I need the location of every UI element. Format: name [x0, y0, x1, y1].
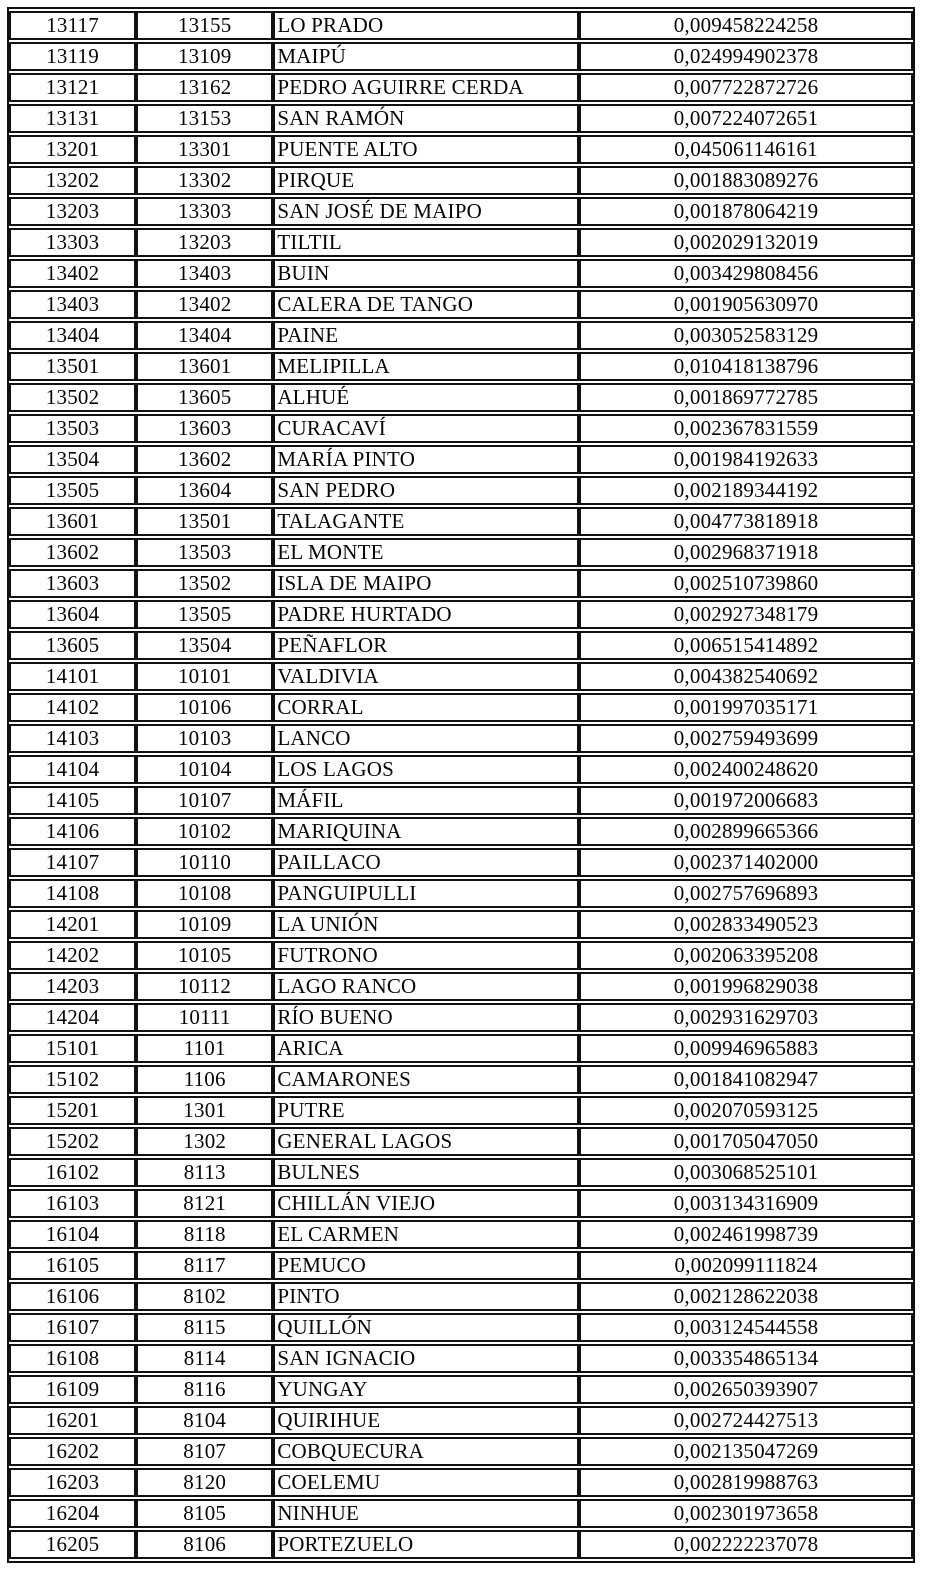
cell-code-secondary: 13501 — [136, 507, 273, 536]
cell-code-primary: 13502 — [9, 383, 136, 412]
cell-commune-name: ARICA — [273, 1034, 579, 1063]
cell-coefficient: 0,002833490523 — [579, 910, 913, 939]
cell-coefficient: 0,002461998739 — [579, 1220, 913, 1249]
commune-coefficient-table — [7, 7, 915, 1563]
cell-coefficient: 0,002367831559 — [579, 414, 913, 443]
cell-code-secondary: 13601 — [136, 352, 273, 381]
cell-coefficient: 0,002759493699 — [579, 724, 913, 753]
cell-code-secondary: 13603 — [136, 414, 273, 443]
cell-code-secondary: 13503 — [136, 538, 273, 567]
cell-coefficient: 0,001984192633 — [579, 445, 913, 474]
cell-commune-name: MARÍA PINTO — [273, 445, 579, 474]
cell-code-secondary: 1101 — [136, 1034, 273, 1063]
cell-code-secondary: 10112 — [136, 972, 273, 1001]
cell-coefficient: 0,003429808456 — [579, 259, 913, 288]
cell-code-primary: 14108 — [9, 879, 136, 908]
cell-code-secondary: 8120 — [136, 1468, 273, 1497]
cell-code-primary: 13501 — [9, 352, 136, 381]
table-row — [9, 166, 913, 195]
cell-code-secondary: 13402 — [136, 290, 273, 319]
cell-commune-name: QUIRIHUE — [273, 1406, 579, 1435]
cell-code-secondary: 8113 — [136, 1158, 273, 1187]
cell-coefficient: 0,002189344192 — [579, 476, 913, 505]
cell-coefficient: 0,002128622038 — [579, 1282, 913, 1311]
cell-code-primary: 13203 — [9, 197, 136, 226]
cell-code-primary: 16103 — [9, 1189, 136, 1218]
cell-commune-name: MAIPÚ — [273, 42, 579, 71]
cell-commune-name: CORRAL — [273, 693, 579, 722]
cell-code-secondary: 1106 — [136, 1065, 273, 1094]
cell-coefficient: 0,002757696893 — [579, 879, 913, 908]
cell-commune-name: PAILLACO — [273, 848, 579, 877]
table-row — [9, 1437, 913, 1466]
cell-commune-name: PINTO — [273, 1282, 579, 1311]
cell-commune-name: LAGO RANCO — [273, 972, 579, 1001]
cell-code-primary: 13601 — [9, 507, 136, 536]
cell-code-primary: 13605 — [9, 631, 136, 660]
cell-code-primary: 16204 — [9, 1499, 136, 1528]
table-row — [9, 569, 913, 598]
table-row — [9, 352, 913, 381]
table-row — [9, 1189, 913, 1218]
cell-coefficient: 0,006515414892 — [579, 631, 913, 660]
table-body — [9, 11, 913, 1559]
table-row — [9, 42, 913, 71]
cell-code-secondary: 8105 — [136, 1499, 273, 1528]
cell-commune-name: LA UNIÓN — [273, 910, 579, 939]
table-row — [9, 972, 913, 1001]
cell-code-secondary: 10104 — [136, 755, 273, 784]
cell-code-primary: 16201 — [9, 1406, 136, 1435]
cell-code-primary: 14101 — [9, 662, 136, 691]
cell-coefficient: 0,024994902378 — [579, 42, 913, 71]
cell-coefficient: 0,003354865134 — [579, 1344, 913, 1373]
table-row — [9, 693, 913, 722]
cell-commune-name: NINHUE — [273, 1499, 579, 1528]
cell-code-secondary: 1301 — [136, 1096, 273, 1125]
cell-code-primary: 13504 — [9, 445, 136, 474]
cell-code-secondary: 8114 — [136, 1344, 273, 1373]
cell-code-secondary: 8115 — [136, 1313, 273, 1342]
cell-code-primary: 15101 — [9, 1034, 136, 1063]
cell-code-primary: 13202 — [9, 166, 136, 195]
cell-code-primary: 14204 — [9, 1003, 136, 1032]
table-row — [9, 817, 913, 846]
cell-coefficient: 0,001972006683 — [579, 786, 913, 815]
cell-code-primary: 14202 — [9, 941, 136, 970]
cell-commune-name: SAN PEDRO — [273, 476, 579, 505]
cell-commune-name: FUTRONO — [273, 941, 579, 970]
cell-coefficient: 0,002510739860 — [579, 569, 913, 598]
table-row — [9, 259, 913, 288]
cell-code-primary: 13303 — [9, 228, 136, 257]
cell-code-secondary: 13302 — [136, 166, 273, 195]
table-row — [9, 1375, 913, 1404]
cell-code-primary: 14102 — [9, 693, 136, 722]
table-row — [9, 910, 913, 939]
cell-code-secondary: 8121 — [136, 1189, 273, 1218]
cell-code-primary: 14201 — [9, 910, 136, 939]
cell-coefficient: 0,045061146161 — [579, 135, 913, 164]
cell-coefficient: 0,002927348179 — [579, 600, 913, 629]
cell-code-secondary: 8117 — [136, 1251, 273, 1280]
cell-commune-name: RÍO BUENO — [273, 1003, 579, 1032]
cell-code-secondary: 13109 — [136, 42, 273, 71]
cell-commune-name: CHILLÁN VIEJO — [273, 1189, 579, 1218]
cell-commune-name: PADRE HURTADO — [273, 600, 579, 629]
cell-coefficient: 0,001905630970 — [579, 290, 913, 319]
table-row — [9, 73, 913, 102]
cell-commune-name: ALHUÉ — [273, 383, 579, 412]
table-row — [9, 1313, 913, 1342]
cell-code-secondary: 13404 — [136, 321, 273, 350]
table-row — [9, 11, 913, 40]
cell-coefficient: 0,002222237078 — [579, 1530, 913, 1559]
cell-code-secondary: 8106 — [136, 1530, 273, 1559]
cell-commune-name: EL CARMEN — [273, 1220, 579, 1249]
cell-code-secondary: 13162 — [136, 73, 273, 102]
cell-commune-name: COBQUECURA — [273, 1437, 579, 1466]
cell-code-primary: 13505 — [9, 476, 136, 505]
cell-commune-name: CURACAVÍ — [273, 414, 579, 443]
cell-code-primary: 13119 — [9, 42, 136, 71]
cell-coefficient: 0,002968371918 — [579, 538, 913, 567]
cell-coefficient: 0,001869772785 — [579, 383, 913, 412]
cell-code-secondary: 13301 — [136, 135, 273, 164]
table-row — [9, 1282, 913, 1311]
cell-commune-name: QUILLÓN — [273, 1313, 579, 1342]
table-row — [9, 879, 913, 908]
table-row — [9, 104, 913, 133]
table-row — [9, 1530, 913, 1559]
cell-code-primary: 16108 — [9, 1344, 136, 1373]
cell-commune-name: VALDIVIA — [273, 662, 579, 691]
cell-code-primary: 13121 — [9, 73, 136, 102]
cell-code-secondary: 8104 — [136, 1406, 273, 1435]
cell-code-secondary: 13203 — [136, 228, 273, 257]
cell-code-primary: 13604 — [9, 600, 136, 629]
table-row — [9, 135, 913, 164]
table-row — [9, 848, 913, 877]
cell-commune-name: BULNES — [273, 1158, 579, 1187]
cell-code-primary: 13603 — [9, 569, 136, 598]
cell-coefficient: 0,002931629703 — [579, 1003, 913, 1032]
table-row — [9, 1499, 913, 1528]
cell-coefficient: 0,010418138796 — [579, 352, 913, 381]
table-row — [9, 724, 913, 753]
table-row — [9, 1220, 913, 1249]
cell-code-primary: 13117 — [9, 11, 136, 40]
cell-code-primary: 15201 — [9, 1096, 136, 1125]
cell-coefficient: 0,007224072651 — [579, 104, 913, 133]
table-row — [9, 414, 913, 443]
table-row — [9, 383, 913, 412]
cell-commune-name: PIRQUE — [273, 166, 579, 195]
cell-coefficient: 0,002899665366 — [579, 817, 913, 846]
cell-code-secondary: 13153 — [136, 104, 273, 133]
cell-coefficient: 0,001705047050 — [579, 1127, 913, 1156]
cell-code-secondary: 13502 — [136, 569, 273, 598]
cell-code-primary: 14103 — [9, 724, 136, 753]
cell-code-primary: 13602 — [9, 538, 136, 567]
cell-commune-name: PORTEZUELO — [273, 1530, 579, 1559]
cell-coefficient: 0,002135047269 — [579, 1437, 913, 1466]
cell-commune-name: ISLA DE MAIPO — [273, 569, 579, 598]
table-row — [9, 1344, 913, 1373]
cell-coefficient: 0,003134316909 — [579, 1189, 913, 1218]
cell-code-secondary: 10105 — [136, 941, 273, 970]
cell-coefficient: 0,002819988763 — [579, 1468, 913, 1497]
cell-code-primary: 16205 — [9, 1530, 136, 1559]
table-row — [9, 1065, 913, 1094]
cell-code-primary: 14104 — [9, 755, 136, 784]
cell-code-secondary: 10107 — [136, 786, 273, 815]
cell-code-primary: 14106 — [9, 817, 136, 846]
cell-commune-name: LO PRADO — [273, 11, 579, 40]
table-row — [9, 1158, 913, 1187]
cell-code-primary: 14105 — [9, 786, 136, 815]
cell-coefficient: 0,003124544558 — [579, 1313, 913, 1342]
cell-code-primary: 13404 — [9, 321, 136, 350]
table-row — [9, 476, 913, 505]
cell-commune-name: TILTIL — [273, 228, 579, 257]
cell-commune-name: TALAGANTE — [273, 507, 579, 536]
cell-commune-name: PUENTE ALTO — [273, 135, 579, 164]
cell-coefficient: 0,002650393907 — [579, 1375, 913, 1404]
cell-code-primary: 16109 — [9, 1375, 136, 1404]
cell-commune-name: MELIPILLA — [273, 352, 579, 381]
cell-commune-name: MÁFIL — [273, 786, 579, 815]
cell-commune-name: CALERA DE TANGO — [273, 290, 579, 319]
cell-commune-name: SAN IGNACIO — [273, 1344, 579, 1373]
table-row — [9, 290, 913, 319]
cell-coefficient: 0,001841082947 — [579, 1065, 913, 1094]
table-row — [9, 197, 913, 226]
cell-commune-name: EL MONTE — [273, 538, 579, 567]
table-row — [9, 445, 913, 474]
cell-code-secondary: 8116 — [136, 1375, 273, 1404]
cell-coefficient: 0,004773818918 — [579, 507, 913, 536]
cell-commune-name: CAMARONES — [273, 1065, 579, 1094]
cell-code-primary: 16102 — [9, 1158, 136, 1187]
cell-code-primary: 13403 — [9, 290, 136, 319]
cell-code-secondary: 13504 — [136, 631, 273, 660]
table-row — [9, 631, 913, 660]
cell-code-primary: 13131 — [9, 104, 136, 133]
table-row — [9, 507, 913, 536]
cell-code-secondary: 13303 — [136, 197, 273, 226]
table-row — [9, 600, 913, 629]
cell-commune-name: BUIN — [273, 259, 579, 288]
cell-commune-name: SAN RAMÓN — [273, 104, 579, 133]
cell-code-primary: 16104 — [9, 1220, 136, 1249]
cell-code-primary: 13402 — [9, 259, 136, 288]
table-row — [9, 1096, 913, 1125]
table-row — [9, 941, 913, 970]
cell-code-primary: 16202 — [9, 1437, 136, 1466]
cell-code-primary: 16106 — [9, 1282, 136, 1311]
cell-commune-name: LANCO — [273, 724, 579, 753]
table-row — [9, 321, 913, 350]
cell-commune-name: COELEMU — [273, 1468, 579, 1497]
cell-code-primary: 15202 — [9, 1127, 136, 1156]
cell-code-secondary: 10110 — [136, 848, 273, 877]
cell-code-primary: 16105 — [9, 1251, 136, 1280]
cell-code-secondary: 1302 — [136, 1127, 273, 1156]
cell-code-secondary: 13505 — [136, 600, 273, 629]
table-row — [9, 1406, 913, 1435]
table-row — [9, 662, 913, 691]
cell-commune-name: YUNGAY — [273, 1375, 579, 1404]
cell-commune-name: PEDRO AGUIRRE CERDA — [273, 73, 579, 102]
cell-commune-name: PAINE — [273, 321, 579, 350]
cell-commune-name: PUTRE — [273, 1096, 579, 1125]
cell-code-secondary: 13602 — [136, 445, 273, 474]
cell-code-primary: 13503 — [9, 414, 136, 443]
table-row — [9, 1127, 913, 1156]
cell-code-secondary: 8118 — [136, 1220, 273, 1249]
table-row — [9, 538, 913, 567]
cell-commune-name: SAN JOSÉ DE MAIPO — [273, 197, 579, 226]
cell-coefficient: 0,002029132019 — [579, 228, 913, 257]
cell-coefficient: 0,002301973658 — [579, 1499, 913, 1528]
cell-coefficient: 0,001878064219 — [579, 197, 913, 226]
cell-code-secondary: 10101 — [136, 662, 273, 691]
cell-code-secondary: 10106 — [136, 693, 273, 722]
cell-code-secondary: 10109 — [136, 910, 273, 939]
cell-coefficient: 0,002099111824 — [579, 1251, 913, 1280]
cell-coefficient: 0,003068525101 — [579, 1158, 913, 1187]
cell-code-primary: 16107 — [9, 1313, 136, 1342]
cell-code-secondary: 10103 — [136, 724, 273, 753]
cell-code-primary: 14203 — [9, 972, 136, 1001]
cell-coefficient: 0,004382540692 — [579, 662, 913, 691]
cell-coefficient: 0,002400248620 — [579, 755, 913, 784]
cell-coefficient: 0,009946965883 — [579, 1034, 913, 1063]
cell-coefficient: 0,003052583129 — [579, 321, 913, 350]
cell-code-secondary: 10111 — [136, 1003, 273, 1032]
table-row — [9, 755, 913, 784]
cell-coefficient: 0,007722872726 — [579, 73, 913, 102]
table-row — [9, 1034, 913, 1063]
cell-commune-name: LOS LAGOS — [273, 755, 579, 784]
cell-coefficient: 0,001996829038 — [579, 972, 913, 1001]
cell-coefficient: 0,002063395208 — [579, 941, 913, 970]
table-row — [9, 228, 913, 257]
cell-code-secondary: 13604 — [136, 476, 273, 505]
cell-commune-name: GENERAL LAGOS — [273, 1127, 579, 1156]
cell-coefficient: 0,002371402000 — [579, 848, 913, 877]
cell-code-primary: 13201 — [9, 135, 136, 164]
cell-code-secondary: 10102 — [136, 817, 273, 846]
cell-code-secondary: 8102 — [136, 1282, 273, 1311]
cell-commune-name: PANGUIPULLI — [273, 879, 579, 908]
cell-code-primary: 14107 — [9, 848, 136, 877]
table-row — [9, 786, 913, 815]
cell-code-secondary: 10108 — [136, 879, 273, 908]
cell-coefficient: 0,001997035171 — [579, 693, 913, 722]
cell-code-primary: 16203 — [9, 1468, 136, 1497]
table-row — [9, 1468, 913, 1497]
table-row — [9, 1003, 913, 1032]
cell-code-secondary: 13605 — [136, 383, 273, 412]
cell-commune-name: PEÑAFLOR — [273, 631, 579, 660]
cell-coefficient: 0,002070593125 — [579, 1096, 913, 1125]
cell-commune-name: PEMUCO — [273, 1251, 579, 1280]
cell-code-secondary: 13155 — [136, 11, 273, 40]
cell-coefficient: 0,009458224258 — [579, 11, 913, 40]
cell-coefficient: 0,001883089276 — [579, 166, 913, 195]
cell-code-secondary: 8107 — [136, 1437, 273, 1466]
cell-coefficient: 0,002724427513 — [579, 1406, 913, 1435]
cell-code-primary: 15102 — [9, 1065, 136, 1094]
cell-commune-name: MARIQUINA — [273, 817, 579, 846]
table-row — [9, 1251, 913, 1280]
cell-code-secondary: 13403 — [136, 259, 273, 288]
